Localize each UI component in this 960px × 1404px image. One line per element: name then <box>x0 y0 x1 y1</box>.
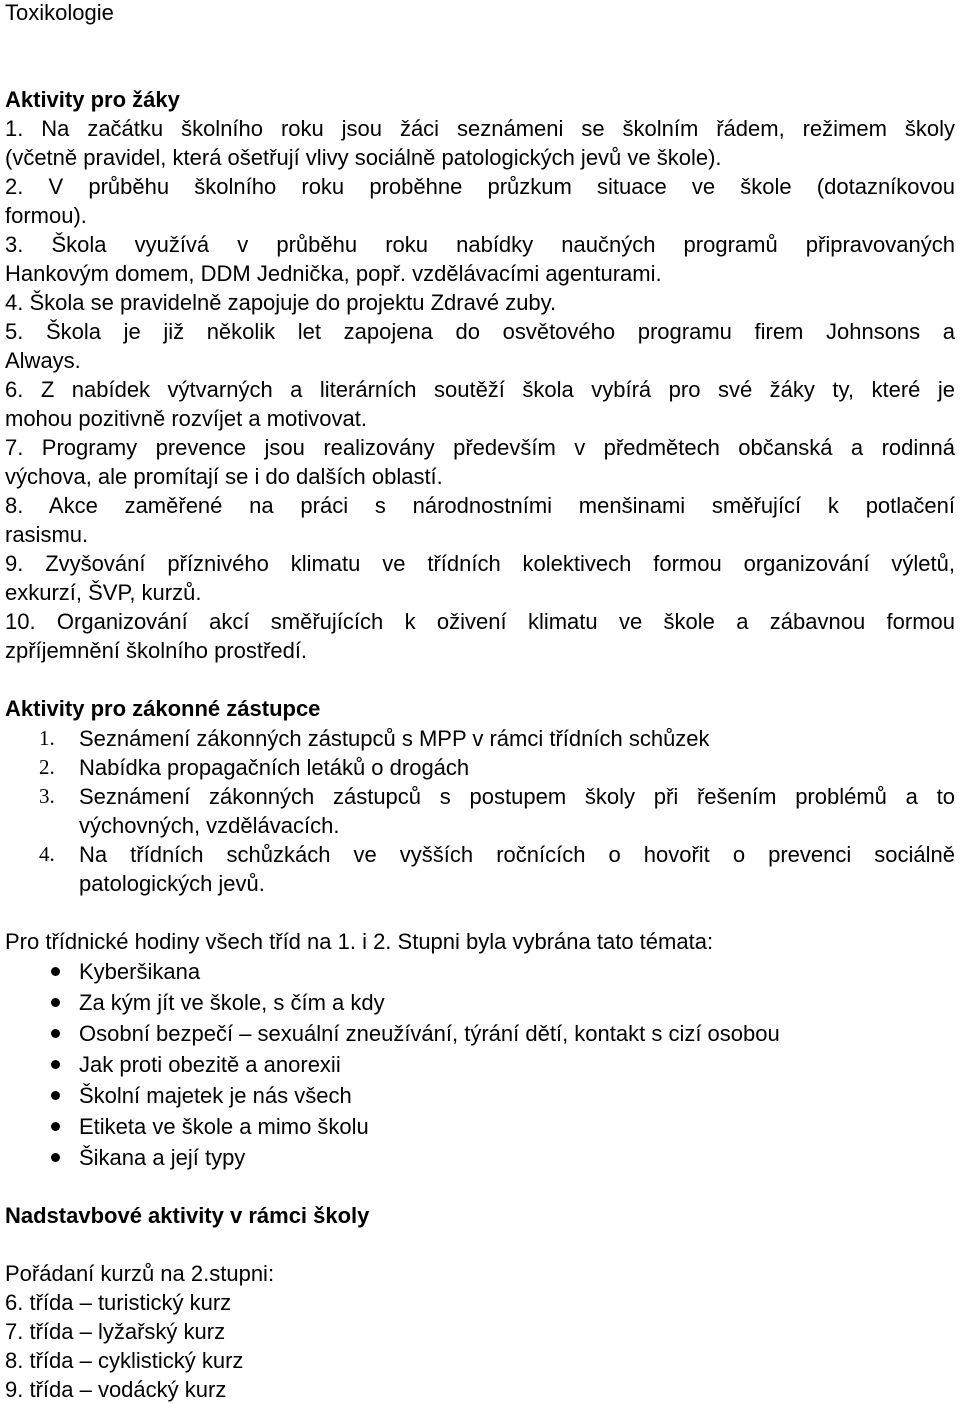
list-item <box>5 1050 955 1080</box>
pupils-line: 6. Z nabídek výtvarných a literárních soutěží škola vybírá pro své žáky ty, které je <box>5 377 955 402</box>
pupils-line: 4. Škola se pravidelně zapojuje do projektu Zdravé zuby. <box>5 290 557 315</box>
item-text: výchovných, vzdělávacích. <box>79 813 340 838</box>
bullet-icon <box>51 998 60 1007</box>
pupils-line: mohou pozitivně rozvíjet a motivovat. <box>5 406 367 431</box>
bullet-icon <box>51 1153 60 1162</box>
pupils-line: Always. <box>5 348 81 373</box>
pupils-line: 9. Zvyšování příznivého klimatu ve třídních kolektivech formou organizování výletů, <box>5 551 955 576</box>
item-text: patologických jevů. <box>79 871 265 896</box>
topic-text: Za kým jít ve škole, s čím a kdy <box>79 990 385 1015</box>
topic-text: Etiketa ve škole a mimo školu <box>79 1114 369 1139</box>
pupils-line: výchova, ale promítají se i do dalších oblastí. <box>5 464 443 489</box>
topic-text: Jak proti obezitě a anorexii <box>79 1052 341 1077</box>
pupils-line: 7. Programy prevence jsou realizovány především v předmětech občanská a rodinná <box>5 435 955 460</box>
item-number: 1. <box>39 726 55 750</box>
course-item: 6. třída – turistický kurz <box>5 1290 232 1315</box>
item-number: 3. <box>39 784 55 808</box>
course-item: 8. třída – cyklistický kurz <box>5 1348 244 1373</box>
pupils-line: 2. V průběhu školního roku proběhne průzkum situace ve škole (dotazníkovou <box>5 174 955 199</box>
list-item <box>5 1112 955 1142</box>
courses-intro: Pořádaní kurzů na 2.stupni: <box>5 1261 275 1286</box>
extra-heading: Nadstavbové aktivity v rámci školy <box>5 1203 370 1228</box>
pupils-line: 1. Na začátku školního roku jsou žáci seznámeni se školním řádem, režimem školy <box>5 116 955 141</box>
item-text: Seznámení zákonných zástupců s MPP v rámci třídních schůzek <box>79 726 710 751</box>
item-text: Nabídka propagačních letáků o drogách <box>79 755 470 780</box>
pupils-line: formou). <box>5 203 87 228</box>
bullet-icon <box>51 967 60 976</box>
pupils-activities-list <box>5 114 955 665</box>
list-item <box>5 1081 955 1111</box>
item-number: 2. <box>39 755 55 779</box>
list-item <box>5 1143 955 1173</box>
list-item <box>5 957 955 987</box>
pupils-line: 3. Škola využívá v průběhu roku nabídky naučných programů připravovaných <box>5 232 955 257</box>
parents-heading: Aktivity pro zákonné zástupce <box>5 696 321 721</box>
bullet-icon <box>51 1122 60 1131</box>
pupils-line: rasismu. <box>5 522 89 547</box>
course-item: 9. třída – vodácký kurz <box>5 1377 227 1402</box>
list-item <box>5 988 955 1018</box>
course-item: 7. třída – lyžařský kurz <box>5 1319 226 1344</box>
topic-text: Osobní bezpečí – sexuální zneužívání, týrání dětí, kontakt s cizí osobou <box>79 1021 780 1046</box>
bullet-icon <box>51 1029 60 1038</box>
list-item <box>5 1019 955 1049</box>
bullet-icon <box>51 1060 60 1069</box>
topic-text: Školní majetek je nás všech <box>79 1083 352 1108</box>
class-hours-intro: Pro třídnické hodiny všech tříd na 1. i 2. Stupni byla vybrána tato témata: <box>5 929 714 954</box>
pupils-line: exkurzí, ŠVP, kurzů. <box>5 580 202 605</box>
topic-text: Kyberšikana <box>79 959 201 984</box>
item-text: Seznámení zákonných zástupců s postupem školy při řešením problémů a to <box>79 784 955 809</box>
document-title: Toxikologie <box>5 0 114 25</box>
bullet-icon <box>51 1091 60 1100</box>
pupils-heading: Aktivity pro žáky <box>5 87 180 112</box>
pupils-line: Hankovým domem, DDM Jednička, popř. vzdělávacími agenturami. <box>5 261 662 286</box>
item-text: Na třídních schůzkách ve vyšších ročnících o hovořit o prevenci sociálně <box>79 842 955 867</box>
pupils-line: (včetně pravidel, která ošetřují vlivy sociálně patologických jevů ve škole). <box>5 145 722 170</box>
pupils-line: 10. Organizování akcí směřujících k oživení klimatu ve škole a zábavnou formou <box>5 609 955 634</box>
pupils-line: zpříjemnění školního prostředí. <box>5 638 308 663</box>
pupils-line: 5. Škola je již několik let zapojena do osvětového programu firem Johnsons a <box>5 319 955 344</box>
pupils-line: 8. Akce zaměřené na práci s národnostními menšinami směřující k potlačení <box>5 493 955 518</box>
item-number: 4. <box>39 842 55 866</box>
topic-text: Šikana a její typy <box>79 1145 246 1170</box>
